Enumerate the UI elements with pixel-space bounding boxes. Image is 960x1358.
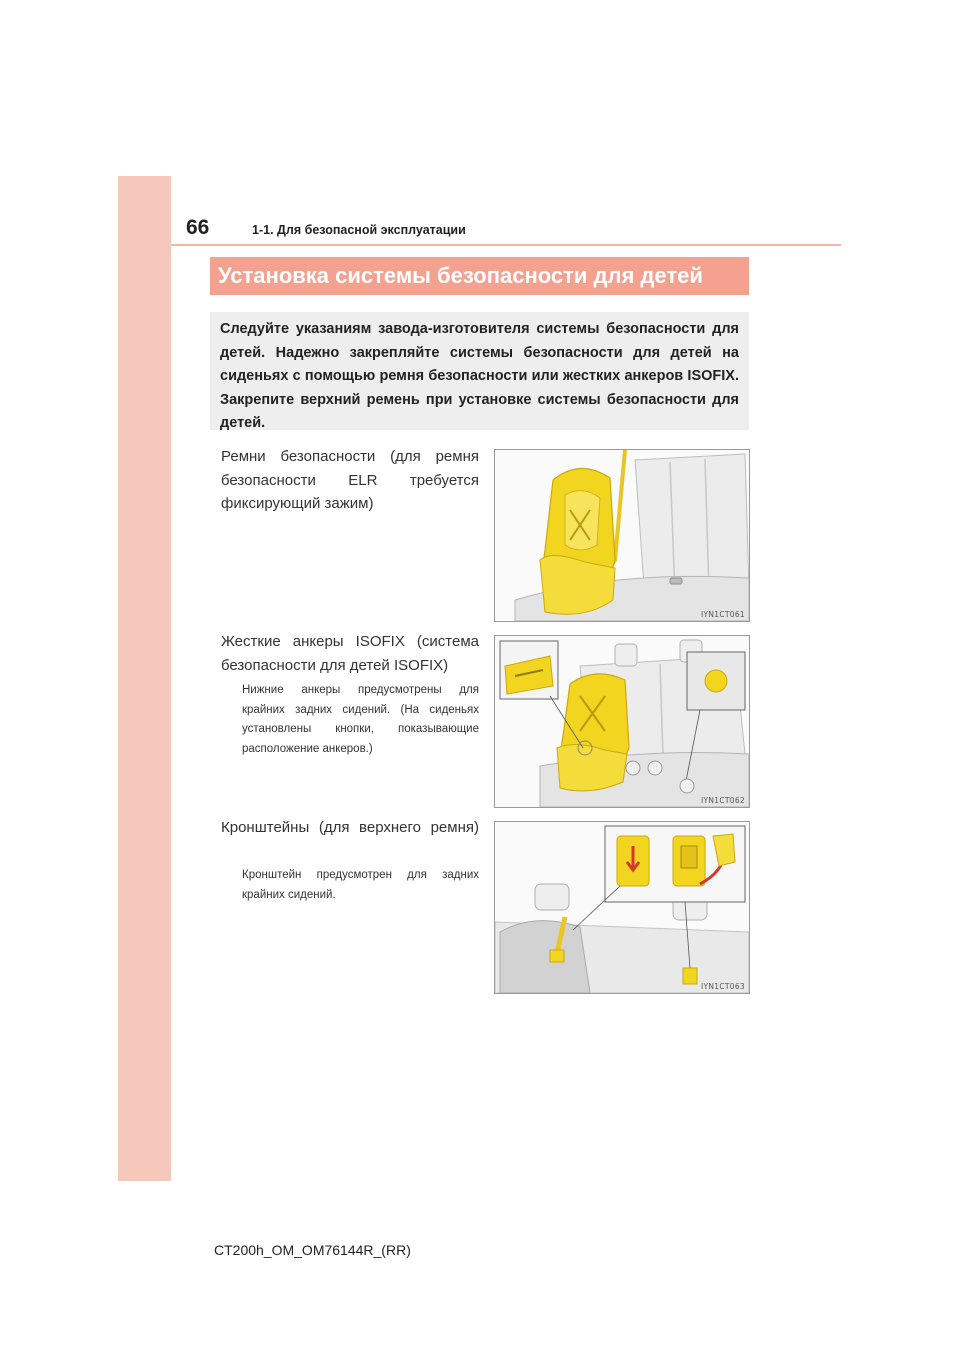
figure-code: IYN1CT062 — [700, 796, 745, 805]
isofix-anchor-illustration — [495, 636, 749, 807]
item-brackets-title: Кронштейны (для верхнего ремня) — [221, 819, 479, 836]
item-brackets-note: Кронштейн предусмотрен для задних крайних сидений. — [242, 869, 479, 901]
item-isofix-note: Нижние анкеры предусмотрены для крайних задних сидений. (На сиденьях установлены кнопки, показывающие расположение анкеров.) — [242, 684, 479, 755]
item-seat-belts-title: Ремни безопасности (для ремня безопасности ELR требуется фиксирующий зажим) — [221, 448, 479, 512]
section-title: Установка системы безопасности для детей — [210, 257, 749, 295]
side-tab-band — [118, 176, 171, 1181]
document-code-footer: CT200h_OM_OM76144R_(RR) — [214, 1242, 411, 1258]
figure-isofix-install — [494, 635, 750, 808]
figure-code: IYN1CT063 — [700, 982, 745, 991]
header-divider — [171, 244, 841, 246]
child-seat-belt-illustration — [495, 450, 749, 621]
figure-tether-brackets — [494, 821, 750, 994]
chapter-heading: 1-1. Для безопасной эксплуатации — [252, 223, 466, 237]
tether-bracket-illustration — [495, 822, 749, 993]
page-number: 66 — [186, 216, 210, 239]
item-isofix-title: Жесткие анкеры ISOFIX (система безопасности для детей ISOFIX) — [221, 633, 479, 674]
intro-box: Следуйте указаниям завода-изготовителя системы безопасности для детей. Надежно закрепляйте системы безопасности для детей на сиденьях с помощью ремня безопасности или жестких анкеров ISOFIX. Закрепите верхний ремень при установке системы безопасности для детей. — [210, 312, 749, 430]
figure-seat-belt-install — [494, 449, 750, 622]
figure-code: IYN1CT061 — [700, 610, 745, 619]
